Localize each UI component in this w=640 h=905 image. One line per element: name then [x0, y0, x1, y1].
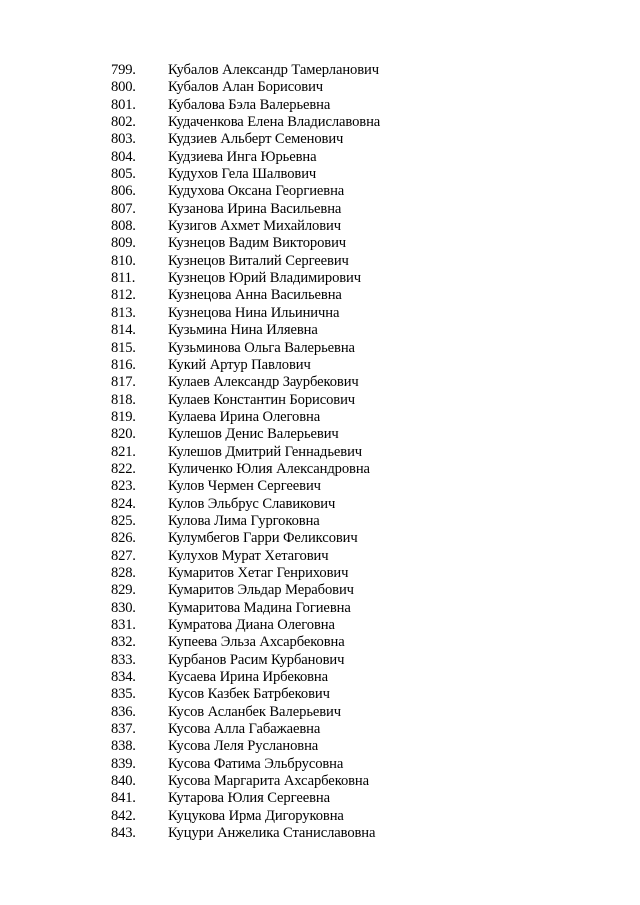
list-item-name: Кузнецова Анна Васильевна [168, 287, 342, 304]
list-item [111, 513, 611, 530]
list-item-number: 832. [111, 634, 136, 651]
list-item [111, 444, 611, 461]
list-item-number: 833. [111, 651, 136, 668]
list-item-number: 827. [111, 547, 136, 564]
list-item-number: 810. [111, 252, 136, 269]
list-item-name: Кузанова Ирина Васильевна [168, 200, 342, 217]
list-item [111, 565, 611, 582]
list-item-name: Куцукова Ирма Дигоруковна [168, 807, 344, 824]
list-item-number: 818. [111, 391, 136, 408]
list-item-name: Кусова Фатима Эльбрусовна [168, 755, 344, 772]
list-item [111, 773, 611, 790]
list-item-name: Кудзиева Инга Юрьевна [168, 148, 317, 165]
list-item-name: Кулаев Константин Борисович [168, 391, 356, 408]
list-item-name: Кусова Алла Габажаевна [168, 721, 321, 738]
list-item [111, 426, 611, 443]
list-item-number: 842. [111, 807, 136, 824]
list-item [111, 322, 611, 339]
list-item-number: 815. [111, 339, 136, 356]
list-item [111, 305, 611, 322]
list-item-number: 811. [111, 270, 136, 287]
list-item-number: 830. [111, 599, 136, 616]
list-item-number: 803. [111, 131, 136, 148]
list-item-name: Кулешов Денис Валерьевич [168, 426, 339, 443]
list-item [111, 600, 611, 617]
list-item [111, 253, 611, 270]
list-item-name: Кусов Асланбек Валерьевич [168, 703, 341, 720]
list-item [111, 270, 611, 287]
list-item [111, 721, 611, 738]
list-item-name: Кукий Артур Павлович [168, 356, 311, 373]
list-item [111, 114, 611, 131]
list-item [111, 548, 611, 565]
list-item-name: Кумаритова Мадина Гогиевна [168, 599, 351, 616]
list-item [111, 582, 611, 599]
list-item-number: 799. [111, 62, 136, 78]
list-item-number: 802. [111, 114, 136, 131]
list-item-name: Кудзиев Альберт Семенович [168, 131, 344, 148]
list-item-name: Кулов Чермен Сергеевич [168, 478, 321, 495]
list-item [111, 634, 611, 651]
list-item-name: Кузнецова Нина Ильинична [168, 304, 340, 321]
list-item-number: 804. [111, 148, 136, 165]
list-item [111, 669, 611, 686]
list-item-name: Кумаритов Хетаг Генрихович [168, 564, 349, 581]
list-item [111, 530, 611, 547]
list-item-number: 838. [111, 738, 136, 755]
list-item-name: Кузьминова Ольга Валерьевна [168, 339, 355, 356]
list-item-name: Кулешов Дмитрий Геннадьевич [168, 443, 363, 460]
list-item-number: 808. [111, 218, 136, 235]
list-item [111, 218, 611, 235]
list-item-name: Кудухова Оксана Георгиевна [168, 183, 345, 200]
list-item-number: 809. [111, 235, 136, 252]
list-item [111, 392, 611, 409]
list-item [111, 461, 611, 478]
list-item [111, 97, 611, 114]
list-item-name: Кубалов Алан Борисович [168, 79, 324, 96]
list-item [111, 825, 611, 842]
list-item [111, 149, 611, 166]
list-item-number: 843. [111, 825, 136, 842]
list-item [111, 287, 611, 304]
list-item [111, 131, 611, 148]
list-item [111, 617, 611, 634]
list-item-number: 800. [111, 79, 136, 96]
list-item-name: Кусова Леля Руслановна [168, 738, 319, 755]
list-item-number: 831. [111, 617, 136, 633]
list-item-number: 820. [111, 426, 136, 443]
list-item-name: Кубалова Бэла Валерьевна [168, 96, 331, 113]
list-item-name: Кулаева Ирина Олеговна [168, 408, 321, 425]
list-item [111, 686, 611, 703]
list-item-number: 822. [111, 460, 136, 477]
list-item-number: 801. [111, 96, 136, 113]
list-item [111, 235, 611, 252]
list-item-name: Кузнецов Виталий Сергеевич [168, 252, 349, 269]
list-item-number: 829. [111, 582, 136, 599]
list-item [111, 357, 611, 374]
list-item-name: Кулов Эльбрус Славикович [168, 495, 336, 512]
list-item [111, 201, 611, 218]
list-item-name: Куцури Анжелика Станиславовна [168, 825, 376, 842]
list-item-name: Купеева Эльза Ахсарбековна [168, 634, 345, 651]
list-item-name: Кулумбегов Гарри Феликсович [168, 530, 358, 547]
list-item-name: Кулухов Мурат Хетагович [168, 547, 329, 564]
list-item-number: 805. [111, 166, 136, 183]
list-item [111, 79, 611, 96]
list-item-number: 812. [111, 287, 136, 304]
list-item-name: Куличенко Юлия Александровна [168, 460, 370, 477]
list-item-number: 828. [111, 564, 136, 581]
list-item-number: 826. [111, 530, 136, 547]
list-item-name: Кулаев Александр Заурбекович [168, 374, 359, 391]
list-item-name: Кудаченкова Елена Владиславовна [168, 114, 381, 131]
list-item-number: 836. [111, 703, 136, 720]
list-item-number: 839. [111, 755, 136, 772]
list-item-number: 835. [111, 686, 136, 703]
list-item-number: 840. [111, 773, 136, 790]
list-item [111, 166, 611, 183]
list-item-number: 825. [111, 512, 136, 529]
list-item-number: 821. [111, 443, 136, 460]
list-item-name: Кузнецов Юрий Владимирович [168, 270, 362, 287]
list-item-name: Курбанов Расим Курбанович [168, 651, 345, 668]
list-item [111, 478, 611, 495]
list-item [111, 652, 611, 669]
list-item-name: Кулова Лима Гургоковна [168, 512, 320, 529]
list-item-number: 837. [111, 721, 136, 738]
list-item-number: 817. [111, 374, 136, 391]
list-item-name: Кудухов Гела Шалвович [168, 166, 317, 183]
list-item-number: 824. [111, 495, 136, 512]
numbered-name-list [111, 62, 611, 842]
list-item [111, 340, 611, 357]
list-item [111, 183, 611, 200]
list-item-name: Кузьмина Нина Иляевна [168, 322, 318, 339]
list-item-number: 841. [111, 790, 136, 807]
list-item [111, 756, 611, 773]
list-item [111, 374, 611, 391]
list-item-number: 807. [111, 200, 136, 217]
list-item-name: Кусов Казбек Батрбекович [168, 686, 330, 703]
list-item [111, 62, 611, 79]
list-item-name: Кумратова Диана Олеговна [168, 617, 335, 633]
list-item-name: Кузигов Ахмет Михайлович [168, 218, 341, 235]
list-item-name: Кубалов Александр Тамерланович [168, 62, 379, 78]
list-item-name: Кутарова Юлия Сергеевна [168, 790, 330, 807]
list-item-number: 813. [111, 304, 136, 321]
list-item-number: 816. [111, 356, 136, 373]
list-item-name: Кумаритов Эльдар Мерабович [168, 582, 354, 599]
list-item-number: 814. [111, 322, 136, 339]
list-item-number: 834. [111, 669, 136, 686]
list-item [111, 704, 611, 721]
list-item-name: Кусаева Ирина Ирбековна [168, 669, 329, 686]
list-item [111, 808, 611, 825]
list-item-number: 819. [111, 408, 136, 425]
list-item [111, 738, 611, 755]
list-item-name: Кусова Маргарита Ахсарбековна [168, 773, 370, 790]
list-item-number: 823. [111, 478, 136, 495]
list-item-number: 806. [111, 183, 136, 200]
list-item [111, 496, 611, 513]
list-item [111, 790, 611, 807]
list-item-name: Кузнецов Вадим Викторович [168, 235, 347, 252]
list-item [111, 409, 611, 426]
